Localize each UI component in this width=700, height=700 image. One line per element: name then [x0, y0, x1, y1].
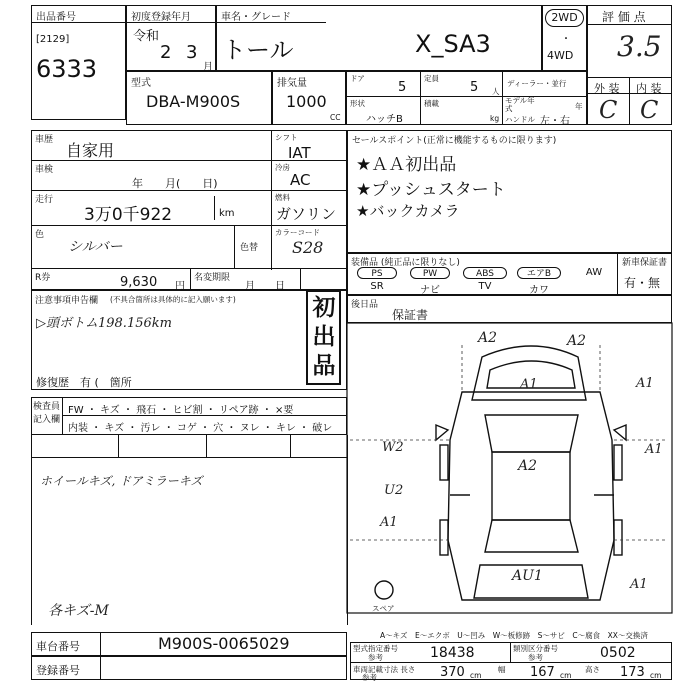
displacement: 1000 — [286, 92, 327, 111]
ac-label: 冷房 — [275, 163, 290, 172]
color: シルバー — [68, 239, 123, 255]
damage-mark-front-left: A2 — [478, 330, 498, 346]
damage-mark-roof: A2 — [518, 458, 538, 474]
designation-label: 型式指定番号 — [353, 644, 398, 653]
selling-point-2: ★プッシュスタート — [356, 180, 506, 200]
color-label: 色 — [35, 230, 45, 240]
reg-year: 2 — [160, 42, 172, 63]
new-warranty-label: 新車保証書 — [622, 258, 668, 268]
height: 173 — [620, 665, 645, 680]
damage-legend: A～キズ E～エクボ U～凹み W～板修跡 S～サビ C～腐食 XX～交換済 — [380, 631, 648, 640]
shape-label: 形状 — [350, 99, 365, 108]
inspection-label: 車検 — [35, 165, 54, 175]
post-items: 保証書 — [392, 308, 429, 322]
equip-name-sr: SR — [370, 281, 384, 292]
model-year-label: モデル年式 — [505, 96, 535, 113]
exterior-label: 外 装 — [594, 82, 620, 95]
load-label: 積載 — [424, 99, 439, 108]
width: 167 — [530, 665, 555, 680]
shift: IAT — [288, 144, 311, 162]
inspection: 年 月( 日) — [132, 177, 218, 190]
lot-label: 出品番号 — [36, 12, 76, 23]
damage-mark-right-rear: A1 — [630, 577, 648, 592]
displacement-label: 排気量 — [277, 78, 307, 89]
post-items-label: 後日品 — [351, 300, 379, 310]
damage-mark-rear: AU1 — [512, 568, 543, 584]
note: ▷頭ボトム198.156km — [36, 316, 172, 331]
inspector-row-2: 内装 ・ キズ ・ 汚レ ・ コゲ ・ 穴 ・ ヌレ ・ キレ ・ 破レ — [68, 423, 333, 434]
interior-grade: C — [640, 96, 659, 124]
handwritten-note-1: ホイールキズ, ドアミラーキズ — [40, 474, 203, 488]
equip-code-airbag: エアB — [517, 267, 561, 279]
month-unit: 月 — [203, 62, 213, 73]
first-reg-label: 初度登録年月 — [131, 12, 191, 23]
name-change-label: 名変期限 — [194, 273, 231, 283]
capacity: 5 — [470, 80, 479, 95]
shift-label: シフト — [275, 133, 298, 142]
equipment-label: 装備品 (純正品に限りなし) — [351, 258, 460, 268]
yen-unit: 円 — [175, 281, 185, 292]
equip-code-pw: PW — [410, 267, 450, 279]
damage-mark-left-front-door: W2 — [382, 440, 404, 455]
width-label: 幅 — [498, 665, 506, 674]
height-label: 高さ — [585, 665, 600, 674]
notes-sub-label: (不具合箇所は具体的に記入願います) — [110, 295, 236, 304]
selling-point-3: ★バックカメラ — [356, 202, 460, 220]
designation-ref: 参考 — [368, 653, 383, 662]
era: 令和 — [133, 29, 160, 44]
repair-label: 修復歴 有 ( 箇所 — [36, 376, 132, 389]
equip-code-ps: PS — [357, 267, 397, 279]
score: 3.5 — [617, 30, 662, 63]
reg-label: 登録番号 — [36, 664, 80, 677]
exterior-grade: C — [599, 96, 618, 124]
door-label: ドア — [350, 74, 365, 83]
recycle-label: R券 — [35, 273, 51, 283]
handle-label: ハンドル — [505, 115, 535, 124]
inspector-row-1: FW ・ キズ ・ 飛石 ・ ヒビ割 ・ リペア跡 ・ ×要 — [68, 405, 294, 416]
divider — [350, 662, 672, 663]
mileage: 3万0千922 — [84, 205, 173, 225]
first-time-stamp: 初出品 — [312, 295, 336, 379]
kg-unit: kg — [490, 114, 500, 123]
cc-unit: CC — [330, 113, 341, 122]
spare-label: スペア — [372, 604, 395, 613]
grade-label: 評 価 点 — [602, 10, 646, 24]
selling-points-label: セールスポイント(正常に機能するものに限ります) — [352, 136, 557, 146]
handwritten-note-2: 各キズ-M — [48, 603, 109, 619]
color-code-label: カラーコード — [275, 228, 320, 237]
width-unit: cm — [560, 671, 572, 680]
equip-name-leather: カワ — [529, 285, 549, 296]
category-label: 類別区分番号 — [513, 644, 558, 653]
length: 370 — [440, 665, 465, 680]
car-name: トール — [222, 36, 294, 64]
equip-name-navi: ナビ — [420, 285, 440, 296]
designation: 18438 — [430, 645, 475, 661]
reg-month: 3 — [186, 42, 198, 63]
chassis: M900S-0065029 — [158, 634, 290, 653]
history: 自家用 — [66, 141, 115, 160]
history-label: 車歴 — [35, 135, 54, 145]
category: 0502 — [600, 645, 636, 661]
fuel: ガソリン — [276, 205, 337, 223]
damage-mark-bumper: A1 — [520, 377, 538, 392]
equip-code-abs: ABS — [463, 267, 507, 279]
year-unit: 年 — [575, 102, 583, 111]
damage-mark-front-right: A2 — [567, 333, 587, 349]
selling-point-1: ★ＡＡ初出品 — [356, 155, 457, 175]
capacity-label: 定員 — [424, 74, 439, 83]
shape: ハッチB — [366, 114, 403, 125]
color-code: S28 — [292, 238, 324, 257]
category-ref: 参考 — [528, 653, 543, 662]
mileage-label: 走行 — [35, 195, 54, 205]
fuel-label: 燃料 — [275, 193, 290, 202]
model-label: 型式 — [131, 78, 151, 89]
damage-mark-left-rear-door: U2 — [384, 483, 404, 498]
person-unit: 人 — [492, 87, 500, 96]
ac: AC — [290, 171, 311, 189]
equip-name-tv: TV — [478, 281, 492, 292]
interior-label: 内 装 — [636, 82, 662, 95]
drive-4wd: 4WD — [547, 49, 574, 62]
lot-number: 6333 — [36, 55, 98, 83]
handle: 左・右 — [540, 116, 570, 127]
equip-code-aw: AW — [585, 267, 603, 278]
dealer-label: ディーラー・並行 — [507, 79, 567, 88]
model: DBA-M900S — [146, 92, 241, 111]
chassis-label: 車台番号 — [36, 640, 80, 653]
damage-mark-left-rear: A1 — [380, 515, 398, 530]
length-label: 車両記載寸法 長さ — [353, 665, 416, 674]
divider — [510, 642, 511, 662]
km-unit: km — [219, 208, 235, 219]
lot-code: [2129] — [36, 34, 70, 45]
damage-mark-right-door: A1 — [645, 442, 663, 457]
length-ref: 参考 — [362, 673, 377, 682]
color-change-label: 色替 — [240, 243, 259, 253]
drive-2wd-circled: 2WD — [545, 9, 584, 27]
month-day: 月 日 — [245, 281, 285, 292]
car-name-label: 車名・グレード — [221, 12, 291, 23]
drive-dot: ・ — [561, 34, 571, 45]
inspector-label: 検査員記入欄 — [33, 402, 61, 425]
warranty: 有・無 — [624, 276, 661, 290]
height-unit: cm — [650, 671, 662, 680]
grade: X_SA3 — [415, 30, 491, 58]
damage-mark-right-front: A1 — [636, 376, 654, 391]
recycle: 9,630 — [120, 275, 158, 290]
notes-label: 注意事項申告欄 — [35, 296, 99, 306]
doors: 5 — [398, 80, 407, 95]
length-unit: cm — [470, 671, 482, 680]
